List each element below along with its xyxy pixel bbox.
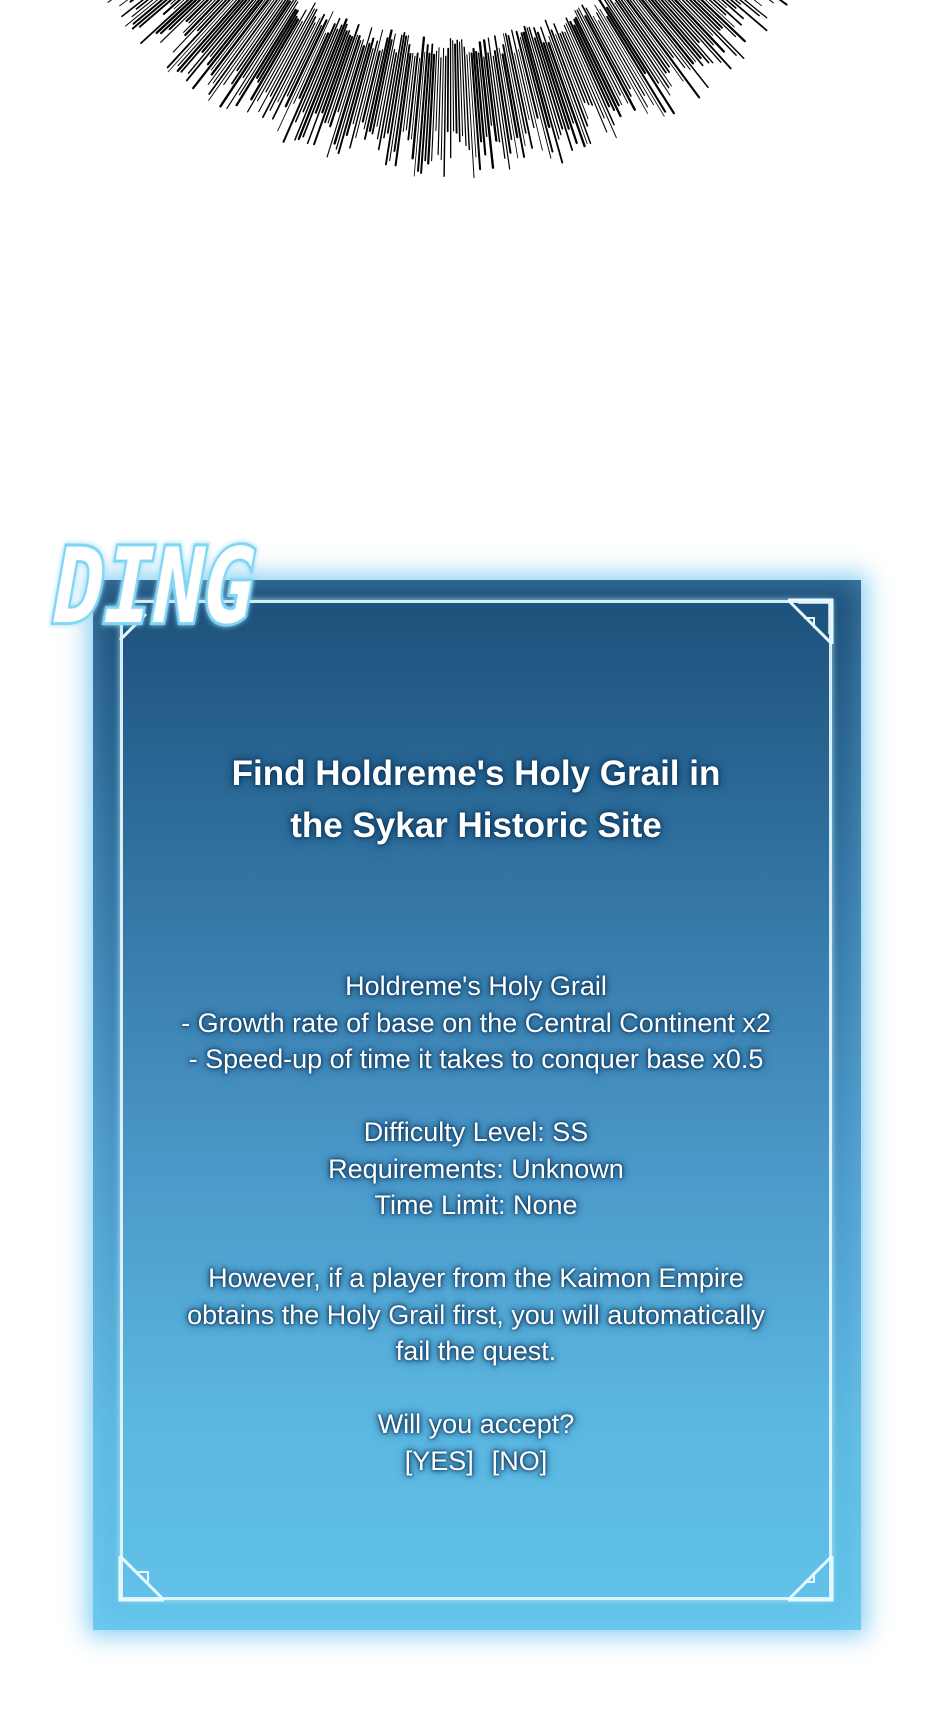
accept-choices — [120, 1443, 832, 1480]
difficulty-level: Difficulty Level: SS — [363, 1117, 589, 1147]
requirements: Requirements: Unknown — [328, 1153, 624, 1184]
reward-effect-growth: - Growth rate of base on the Central Continent x2 — [181, 1007, 771, 1038]
corner-ornament-bottom-left — [120, 1556, 164, 1600]
warning-line-2: obtains the Holy Grail first, you will automatically — [187, 1299, 765, 1330]
quest-details — [120, 968, 832, 1479]
time-limit: Time Limit: None — [374, 1190, 578, 1220]
warning-line-3: fail the quest. — [395, 1336, 557, 1366]
spacer — [120, 1224, 832, 1261]
quest-title-line-2: the Sykar Historic Site — [290, 806, 662, 845]
accept-prompt: Will you accept? — [377, 1409, 575, 1439]
quest-title-line-1: Find Holdreme's Holy Grail in — [231, 754, 721, 793]
spacer — [120, 1370, 832, 1407]
quest-title — [120, 748, 832, 852]
ding-sound-effect-text: DING — [43, 525, 316, 647]
spiky-burst-strokes — [37, 0, 863, 178]
no-button[interactable]: [NO] — [491, 1445, 548, 1476]
ding-sound-effect — [43, 525, 316, 647]
warning-line-1: However, if a player from the Kaimon Empire — [208, 1263, 744, 1293]
spiky-burst-shadow — [0, 0, 940, 210]
yes-button[interactable]: [YES] — [404, 1445, 474, 1476]
spacer — [120, 1078, 832, 1115]
corner-ornament-top-right — [788, 600, 832, 644]
reward-effect-speed: - Speed-up of time it takes to conquer base x0.5 — [188, 1044, 764, 1074]
corner-ornament-bottom-right — [788, 1556, 832, 1600]
reward-name: Holdreme's Holy Grail — [345, 971, 607, 1001]
